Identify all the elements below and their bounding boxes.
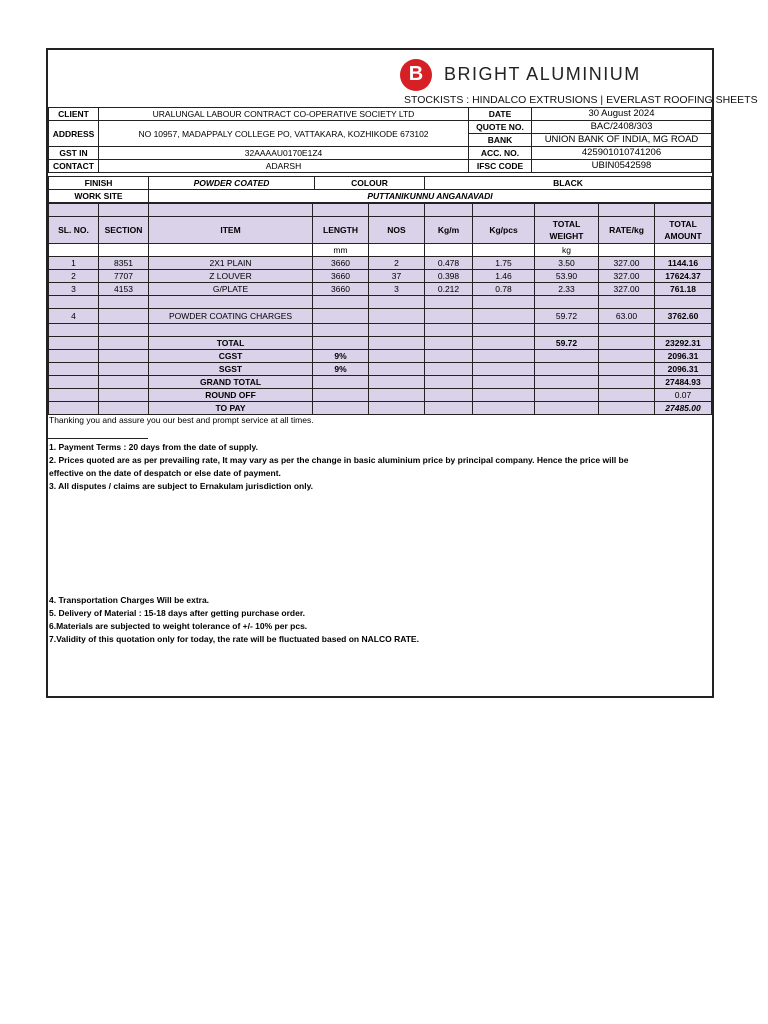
client-label: CLIENT [49,108,99,121]
letterhead [48,50,758,106]
date-value: 30 August 2024 [532,108,712,121]
finish-row [49,177,712,190]
gst-value: 32AAAAU0170E1Z4 [99,147,469,160]
col-item: ITEM [149,217,313,244]
gst-label: GST IN [49,147,99,160]
client-value: URALUNGAL LABOUR CONTRACT CO-OPERATIVE SOCIETY LTD [99,108,469,121]
quote-no-label: QUOTE NO. [469,121,532,134]
bank-label: BANK [469,134,532,147]
contact-value: ADARSH [99,160,469,173]
list-item: 5. Delivery of Material : 15-18 days after getting purchase order. [49,608,306,618]
client-row [49,108,712,121]
worksite-value: PUTTANIKUNNU ANGANAVADI [149,190,712,203]
worksite-table [48,189,712,203]
table-row: 3 4153 G/PLATE 3660 3 0.212 0.78 2.33 327.00 761.18 [49,283,712,296]
divider [48,438,148,439]
terms-list-a [48,441,628,493]
col-rate: RATE/kg [599,217,655,244]
col-kgpcs: Kg/pcs [473,217,535,244]
col-total-amount: TOTAL AMOUNT [655,217,712,244]
grand-total-row: GRAND TOTAL 27484.93 [49,376,712,389]
address-label: ADDRESS [49,121,99,147]
contact-label: CONTACT [49,160,99,173]
col-total-weight: TOTAL WEIGHT [535,217,599,244]
ifsc-value: UBIN0542598 [532,160,712,173]
blank-row [49,204,712,217]
blank-row [49,296,712,309]
list-item: 3. All disputes / claims are subject to Ernakulam jurisdiction only. [49,481,314,491]
finish-table [48,176,712,190]
list-item: 1. Payment Terms : 20 days from the date of supply. [49,442,258,452]
bank-value: UNION BANK OF INDIA, MG ROAD [532,134,712,147]
cgst-row: CGST 9% 2096.31 [49,350,712,363]
client-info-table [48,107,712,173]
contact-row [49,160,712,173]
list-item: 6.Materials are subjected to weight tolerance of +/- 10% per pcs. [49,621,308,631]
quotation-sheet [46,48,758,698]
list-item: 7.Validity of this quotation only for today, the rate will be fluctuated based on NALCO RATE. [49,634,419,644]
company-name: BRIGHT ALUMINIUM [444,64,641,84]
list-item: 4. Transportation Charges Will be extra. [49,595,210,605]
col-nos: NOS [369,217,425,244]
unit-weight: kg [535,244,599,257]
address-value: NO 10957, MADAPPALY COLLEGE PO, VATTAKARA, KOZHIKODE 673102 [99,121,469,147]
quote-no-value: BAC/2408/303 [532,121,712,134]
col-kgm: Kg/m [425,217,473,244]
colour-value: BLACK [425,177,712,190]
column-header-row [49,217,712,244]
list-item: effective on the date of despatch or else date of payment. [49,468,281,478]
address-quote-row [49,121,712,134]
powder-coating-row: 4 POWDER COATING CHARGES 59.72 63.00 3762.60 [49,309,712,324]
total-row: TOTAL 59.72 23292.31 [49,337,712,350]
to-pay-row: TO PAY 27485.00 [49,402,712,415]
acc-no-value: 425901010741206 [532,147,712,160]
col-section: SECTION [99,217,149,244]
colour-label: COLOUR [315,177,425,190]
gst-row [49,147,712,160]
table-row: 1 8351 2X1 PLAIN 3660 2 0.478 1.75 3.50 327.00 1144.16 [49,257,712,270]
thanks-note: Thanking you and assure you our best and prompt service at all times. [49,415,314,425]
unit-length: mm [313,244,369,257]
brand-logo-icon: B [400,59,432,91]
date-label: DATE [469,108,532,121]
list-item: 2. Prices quoted are as per prevailing rate, It may vary as per the change in basic aluminium price by principal company. Hence the price will be [49,455,629,465]
round-off-row: ROUND OFF 0.07 [49,389,712,402]
col-length: LENGTH [313,217,369,244]
unit-row [49,244,712,257]
acc-no-label: ACC. NO. [469,147,532,160]
finish-value: POWDER COATED [149,177,315,190]
ifsc-label: IFSC CODE [469,160,532,173]
finish-label: FINISH [49,177,149,190]
col-sl: SL. NO. [49,217,99,244]
sgst-row: SGST 9% 2096.31 [49,363,712,376]
table-row: 2 7707 Z LOUVER 3660 37 0.398 1.46 53.90 327.00 17624.37 [49,270,712,283]
items-table [48,203,712,415]
blank-row [49,324,712,337]
terms-list-b [48,594,419,646]
worksite-row [49,190,712,203]
stockist-tagline: STOCKISTS : HINDALCO EXTRUSIONS | EVERLAST ROOFING SHEETS [404,94,758,106]
worksite-label: WORK SITE [49,190,149,203]
